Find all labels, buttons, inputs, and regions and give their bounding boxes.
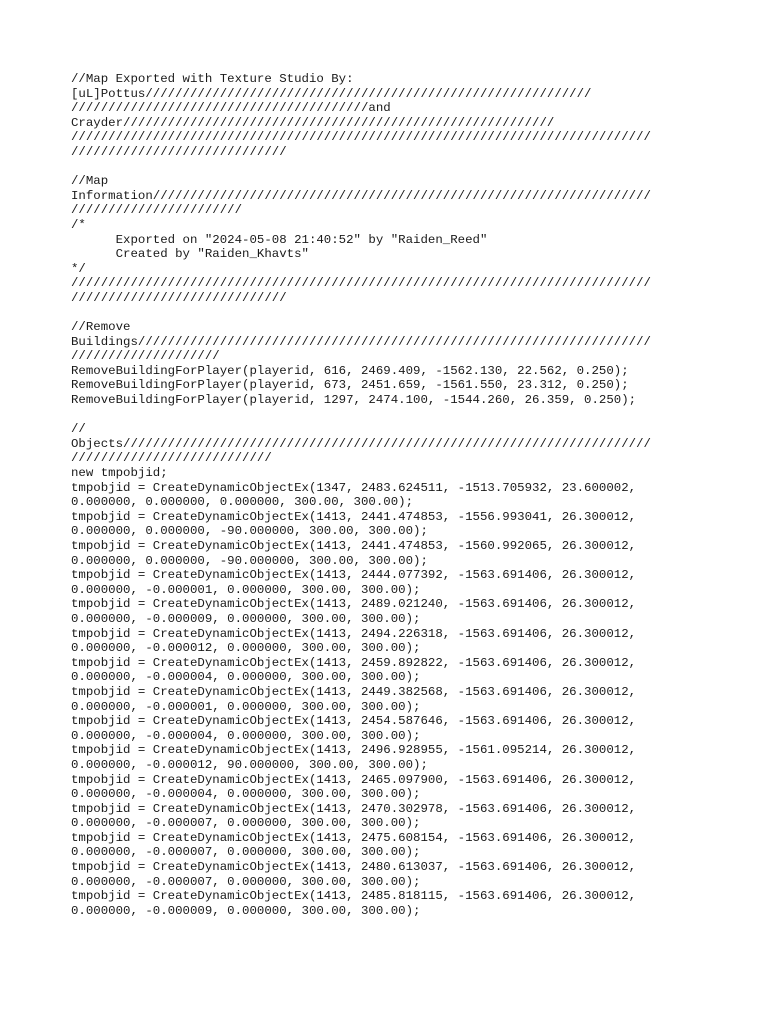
code-section bbox=[71, 72, 711, 160]
code-line: Created by "Raiden_Khavts" bbox=[71, 247, 309, 262]
code-line: ////////////////////////////////////////////////////////////////////////////// bbox=[71, 130, 651, 145]
code-line: ///////////////////////////// bbox=[71, 144, 287, 159]
code-line: */ bbox=[71, 261, 86, 276]
code-line: //Map Exported with Texture Studio By: bbox=[71, 72, 354, 86]
code-line: RemoveBuildingForPlayer(playerid, 616, 2469.409, -1562.130, 22.562, 0.250); bbox=[71, 363, 629, 378]
code-line: /////////////////////////// bbox=[71, 451, 272, 466]
code-line: //////////////////// bbox=[71, 349, 220, 364]
code-line: tmpobjid = CreateDynamicObjectEx(1413, 2465.097900, -1563.691406, 26.300012, bbox=[71, 772, 637, 787]
blank-line bbox=[71, 306, 711, 321]
code-line: 0.000000, -0.000012, 0.000000, 300.00, 300.00); bbox=[71, 641, 421, 656]
code-line: Objects/////////////////////////////////////////////////////////////////////// bbox=[71, 436, 651, 451]
code-line: 0.000000, -0.000012, 90.000000, 300.00, 300.00); bbox=[71, 757, 428, 772]
code-line: 0.000000, -0.000004, 0.000000, 300.00, 300.00); bbox=[71, 787, 421, 802]
code-line: tmpobjid = CreateDynamicObjectEx(1413, 2470.302978, -1563.691406, 26.300012, bbox=[71, 801, 637, 816]
code-line: Crayder////////////////////////////////////////////////////////// bbox=[71, 115, 555, 130]
code-line: tmpobjid = CreateDynamicObjectEx(1413, 2444.077392, -1563.691406, 26.300012, bbox=[71, 568, 637, 583]
code-line: 0.000000, 0.000000, -90.000000, 300.00, 300.00); bbox=[71, 524, 428, 539]
code-line: tmpobjid = CreateDynamicObjectEx(1413, 2496.928955, -1561.095214, 26.300012, bbox=[71, 743, 637, 758]
code-line: 0.000000, -0.000007, 0.000000, 300.00, 300.00); bbox=[71, 845, 421, 860]
code-line: [uL]Pottus//////////////////////////////////////////////////////////// bbox=[71, 86, 592, 101]
code-line: ////////////////////////////////////////and bbox=[71, 101, 391, 116]
document-page bbox=[71, 72, 711, 918]
code-line: tmpobjid = CreateDynamicObjectEx(1347, 2483.624511, -1513.705932, 23.600002, bbox=[71, 480, 637, 495]
code-line: tmpobjid = CreateDynamicObjectEx(1413, 2475.608154, -1563.691406, 26.300012, bbox=[71, 830, 637, 845]
code-line: 0.000000, -0.000001, 0.000000, 300.00, 300.00); bbox=[71, 582, 421, 597]
code-line: 0.000000, -0.000009, 0.000000, 300.00, 300.00); bbox=[71, 903, 421, 918]
code-line: tmpobjid = CreateDynamicObjectEx(1413, 2480.613037, -1563.691406, 26.300012, bbox=[71, 860, 637, 875]
code-line: 0.000000, -0.000007, 0.000000, 300.00, 300.00); bbox=[71, 874, 421, 889]
code-line: 0.000000, 0.000000, -90.000000, 300.00, 300.00); bbox=[71, 553, 428, 568]
code-line: ////////////////////////////////////////////////////////////////////////////// bbox=[71, 276, 651, 291]
code-section bbox=[71, 174, 711, 305]
code-line: // bbox=[71, 422, 86, 437]
code-line: 0.000000, -0.000004, 0.000000, 300.00, 300.00); bbox=[71, 728, 421, 743]
blank-line bbox=[71, 408, 711, 423]
code-line: new tmpobjid; bbox=[71, 466, 168, 481]
blank-line bbox=[71, 160, 711, 175]
code-line: Exported on "2024-05-08 21:40:52" by "Raiden_Reed" bbox=[71, 232, 488, 247]
code-line: tmpobjid = CreateDynamicObjectEx(1413, 2489.021240, -1563.691406, 26.300012, bbox=[71, 597, 637, 612]
code-line: tmpobjid = CreateDynamicObjectEx(1413, 2441.474853, -1556.993041, 26.300012, bbox=[71, 509, 637, 524]
code-line: /* bbox=[71, 217, 86, 232]
code-line: //Remove bbox=[71, 320, 131, 335]
code-line: 0.000000, 0.000000, 0.000000, 300.00, 300.00); bbox=[71, 495, 414, 510]
code-line: 0.000000, -0.000007, 0.000000, 300.00, 300.00); bbox=[71, 816, 421, 831]
code-line: tmpobjid = CreateDynamicObjectEx(1413, 2441.474853, -1560.992065, 26.300012, bbox=[71, 539, 637, 553]
code-line: RemoveBuildingForPlayer(playerid, 1297, 2474.100, -1544.260, 26.359, 0.250); bbox=[71, 393, 637, 408]
code-line: Buildings///////////////////////////////////////////////////////////////////// bbox=[71, 334, 651, 349]
code-line: RemoveBuildingForPlayer(playerid, 673, 2451.659, -1561.550, 23.312, 0.250); bbox=[71, 378, 629, 393]
code-listing bbox=[71, 72, 711, 918]
code-line: tmpobjid = CreateDynamicObjectEx(1413, 2494.226318, -1563.691406, 26.300012, bbox=[71, 626, 637, 641]
code-line: /////////////////////// bbox=[71, 203, 243, 218]
code-line: tmpobjid = CreateDynamicObjectEx(1413, 2449.382568, -1563.691406, 26.300012, bbox=[71, 684, 637, 699]
code-line: tmpobjid = CreateDynamicObjectEx(1413, 2454.587646, -1563.691406, 26.300012, bbox=[71, 714, 637, 729]
code-line: tmpobjid = CreateDynamicObjectEx(1413, 2485.818115, -1563.691406, 26.300012, bbox=[71, 889, 637, 904]
code-section bbox=[71, 320, 711, 408]
code-line: //Map bbox=[71, 174, 109, 189]
code-line: ///////////////////////////// bbox=[71, 290, 287, 305]
code-line: 0.000000, -0.000001, 0.000000, 300.00, 300.00); bbox=[71, 699, 421, 714]
code-line: 0.000000, -0.000009, 0.000000, 300.00, 300.00); bbox=[71, 611, 421, 626]
code-line: tmpobjid = CreateDynamicObjectEx(1413, 2459.892822, -1563.691406, 26.300012, bbox=[71, 655, 637, 670]
code-line: Information/////////////////////////////////////////////////////////////////// bbox=[71, 188, 651, 203]
code-section bbox=[71, 422, 711, 918]
code-line: 0.000000, -0.000004, 0.000000, 300.00, 300.00); bbox=[71, 670, 421, 685]
